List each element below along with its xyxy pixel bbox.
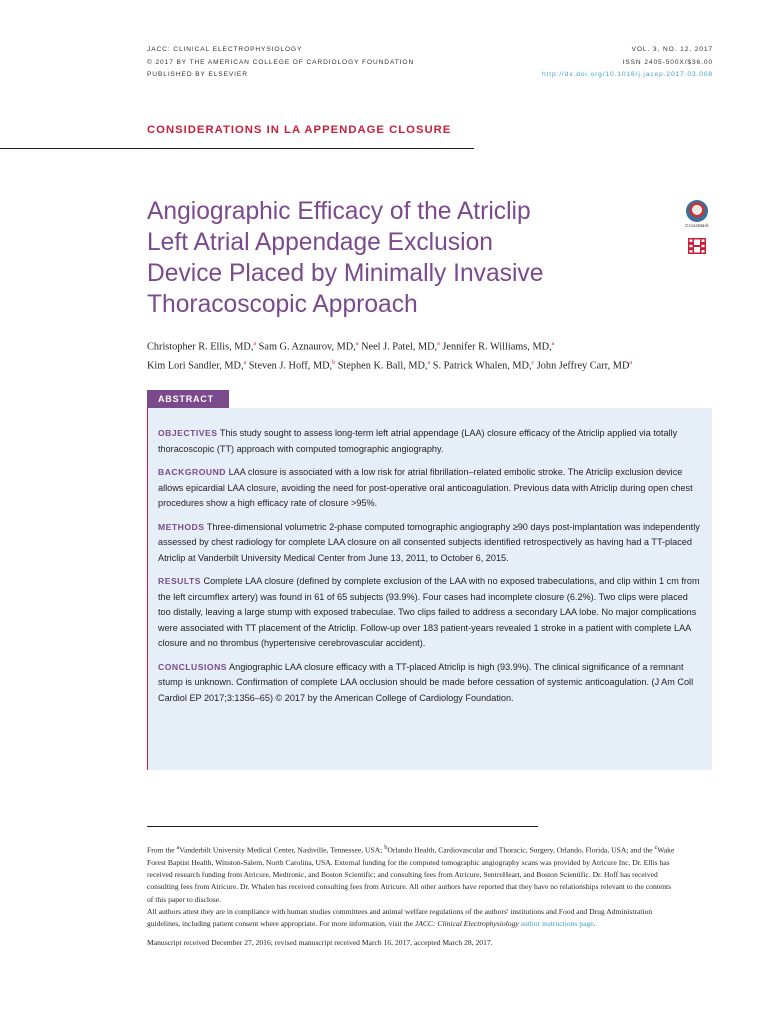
footnote-divider xyxy=(147,826,538,827)
abstract-tab: ABSTRACT xyxy=(147,390,229,408)
video-film-icon[interactable] xyxy=(688,238,706,254)
abstract-background xyxy=(158,465,702,512)
crossmark-icon xyxy=(686,200,708,222)
abstract-methods xyxy=(158,520,702,567)
compliance-note xyxy=(147,906,677,931)
affiliation-sup: a xyxy=(176,844,180,851)
objectives-text: This study sought to assess long-term left atrial appendage (LAA) closure efficacy of the Atriclip applied via totally thoracoscopic (TT) approach with computed tomographic angiography. xyxy=(158,428,678,454)
affiliation-sup[interactable]: a xyxy=(629,360,633,367)
conclusions-text: Angiographic LAA closure efficacy with a TT-placed Atriclip is high (93.9%). The clinical significance of a remnant stump is unknown. Confirmation of complete LAA occlusion should be made before cessation of systemic anticoagulation. (J Am Coll Cardiol EP 2017;3:1356–65) © 2017 by the American College of Cardiology Foundation. xyxy=(158,661,694,703)
author-name: John Jeffrey Carr, MD xyxy=(536,360,630,372)
affiliation-sup[interactable]: a xyxy=(551,341,555,347)
abstract-accent-bar xyxy=(147,408,148,770)
results-text: Complete LAA closure (defined by complete exclusion of the LAA with no exposed trabeculations, and clip within 1 cm from the left circumflex artery) was found in 61 of 65 subjects (93.9%). Four cases had incomplete closure (6.2%). Two clips were placed too distally, leaving a large stump with exposed trabeculae. Two clips failed to address a secondary LAA lobe. No major complications were associated with TT placement of the Atriclip. Follow-up over 183 patient-years revealed 1 stroke in a patient with complete LAA closure and no thrombus (hypertensive cerebrovascular accident). xyxy=(158,576,700,648)
author-name: Steven J. Hoff, MD, xyxy=(248,360,333,372)
author-list xyxy=(147,336,717,375)
affiliation-sup[interactable]: b xyxy=(332,360,336,367)
title-line-2: Left Atrial Appendage Exclusion xyxy=(147,229,493,256)
author-name: Sam G. Aznaurov, MD, xyxy=(258,341,356,353)
affiliation-sup: c xyxy=(654,844,658,851)
author-name: Kim Lori Sandler, MD, xyxy=(147,360,244,372)
period: . xyxy=(593,919,596,929)
footnote-block xyxy=(147,842,677,949)
objectives-heading: OBJECTIVES xyxy=(158,428,218,438)
affiliation-sup: b xyxy=(384,844,388,851)
doi-link[interactable]: http://dx.doi.org/10.1016/j.jacep.2017.03.008 xyxy=(541,71,713,78)
affiliation-text: Orlando Health, Cardiovascular and Thoracic, Surgery, Orlando, Florida, USA; and the xyxy=(387,845,655,855)
affiliation-sup[interactable]: c xyxy=(531,360,535,367)
author-name: S. Patrick Whalen, MD, xyxy=(432,360,532,372)
author-name: Stephen K. Ball, MD, xyxy=(337,360,428,372)
affiliation-text: From the xyxy=(147,845,177,855)
crossmark-badge[interactable] xyxy=(683,200,711,228)
author-name: Jennifer R. Williams, MD, xyxy=(442,341,552,353)
article-title xyxy=(147,196,667,320)
title-line-4: Thoracoscopic Approach xyxy=(147,291,418,318)
conclusions-heading: CONCLUSIONS xyxy=(158,661,228,672)
compliance-text: All authors attest they are in compliance with human studies committees and animal welfare regulations of the authors' institutions and Food and Drug Administration guidelines, including patient consent where appropriate. For more information, visit the xyxy=(147,907,653,929)
affiliation-sup[interactable]: a xyxy=(253,341,257,347)
affiliation-sup[interactable]: a xyxy=(427,360,431,367)
author-name: Neel J. Patel, MD, xyxy=(361,341,438,353)
results-heading: RESULTS xyxy=(158,576,201,586)
issn-line: ISSN 2405-500X/$36.00 xyxy=(622,58,713,66)
section-divider xyxy=(0,148,474,149)
title-line-3: Device Placed by Minimally Invasive xyxy=(147,260,544,287)
journal-name: JACC: CLINICAL ELECTROPHYSIOLOGY xyxy=(147,46,303,53)
publisher-line: PUBLISHED BY ELSEVIER xyxy=(147,71,248,78)
abstract-results xyxy=(158,574,702,652)
author-name: Christopher R. Ellis, MD, xyxy=(147,341,254,353)
methods-heading: METHODS xyxy=(158,521,205,532)
affiliation-sup[interactable]: a xyxy=(355,341,359,347)
manuscript-dates: Manuscript received December 27, 2016; revised manuscript received March 16, 2017, accepted March 28, 2017. xyxy=(147,937,493,947)
affiliation-sup[interactable]: a xyxy=(437,341,440,347)
abstract-conclusions xyxy=(158,660,702,707)
abstract-content xyxy=(158,426,702,714)
affiliation-text: Vanderbilt University Medical Center, Nashville, Tennessee, USA; xyxy=(179,845,385,855)
background-heading: BACKGROUND xyxy=(158,467,227,477)
section-label: CONSIDERATIONS IN LA APPENDAGE CLOSURE xyxy=(147,124,452,136)
running-header-right xyxy=(542,44,713,82)
journal-italic: JACC: Clinical Electrophysiology xyxy=(414,919,519,929)
volume-line: VOL. 3, NO. 12, 2017 xyxy=(631,46,713,53)
methods-text: Three-dimensional volumetric 2-phase computed tomographic angiography ≥90 days post-implantation was independently assessed by chest radiology for complete LAA closure on all consented subjects identified retrospectively as having had a TT-placed Atriclip at Vanderbilt University Medical Center from June 13, 2011, to October 6, 2015. xyxy=(158,521,700,563)
background-text: LAA closure is associated with a low risk for atrial fibrillation–related embolic stroke. The Atriclip exclusion device allows epicardial LAA closure, avoiding the need for post-operative oral anticoagulation. Previous data with Atriclip during open chest procedures show a high efficacy rate of closure >95%. xyxy=(158,467,693,508)
affiliation-text: Wake Forest Baptist Health, Winston-Salem, North Carolina, USA. External funding for the computed tomographic angiography scans was provided by Atricure Inc. Dr. Ellis has received research funding from Atricure, Medtronic, and Boston Scientific; and consulting fees from Atricure, SentreHeart, and Boston Scientific. Dr. Hoff has received consulting fees from Atricure. Dr. Whalen has received consulting fees from Atricure. All other authors have reported that they have no relationships relevant to the contents of this paper to disclose. xyxy=(147,845,675,904)
affiliations-note xyxy=(147,842,677,906)
copyright-line: © 2017 BY THE AMERICAN COLLEGE OF CARDIOLOGY FOUNDATION xyxy=(147,58,415,66)
author-instructions-link[interactable]: author instructions page xyxy=(520,919,594,929)
running-header-left xyxy=(147,44,414,82)
title-line-1: Angiographic Efficacy of the Atriclip xyxy=(147,198,531,225)
affiliation-sup[interactable]: a xyxy=(243,360,247,367)
crossmark-label: CrossMark xyxy=(685,223,709,228)
abstract-objectives xyxy=(158,426,702,457)
